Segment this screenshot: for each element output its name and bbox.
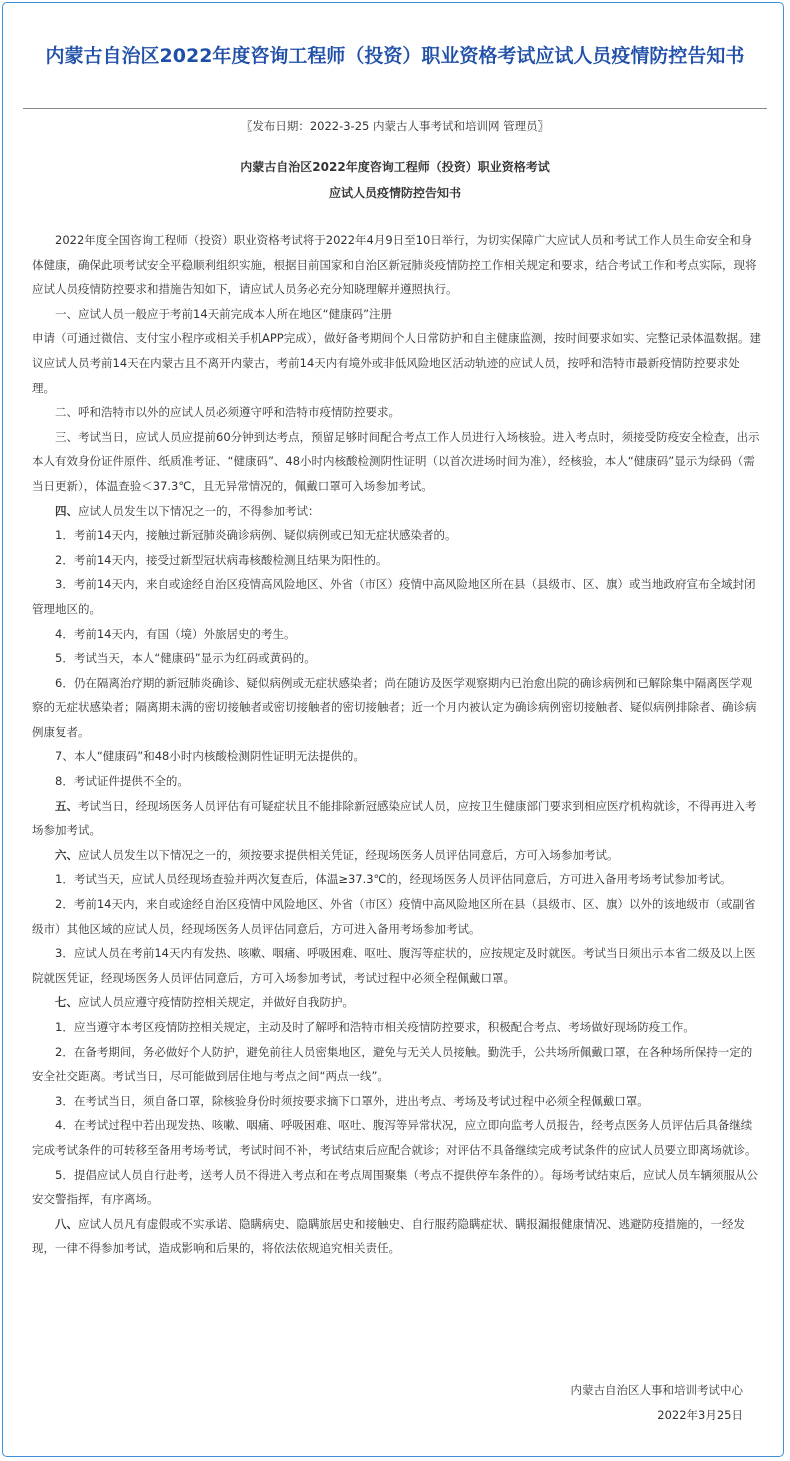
section-5-number: 五、 [55, 798, 78, 813]
section-4-item: 7、本人“健康码”和48小时内核酸检测阴性证明无法提供的。 [55, 749, 365, 764]
section-5-text: 考试当日，经现场医务人员评估有可疑症状且不能排除新冠感染应试人员，应按卫生健康部门要求到相应医疗机构就诊，不得再进入考场参加考试。 [32, 798, 757, 838]
section-1-text: 申请（可通过微信、支付宝小程序或相关手机APP完成），做好备考期间个人日常防护和自主健康监测，按时间要求如实、完整记录体温数据。建议应试人员考前14天在内蒙古且不离开内蒙古，考前14天内有境外或非低风险地区活动轨迹的应试人员，按呼和浩特市最新疫情防控要求处理。 [32, 331, 761, 395]
signature-date: 2022年3月25日 [657, 1408, 743, 1422]
section-4-text: 应试人员发生以下情况之一的，不得参加考试： [78, 503, 320, 518]
title-divider [23, 108, 767, 109]
subtitle-line-1: 内蒙古自治区2022年度咨询工程师（投资）职业资格考试 [240, 160, 550, 174]
section-1-heading: 一、应试人员一般应于考前14天前完成本人所在地区“健康码”注册 [55, 306, 393, 321]
section-2: 二、呼和浩特市以外的应试人员必须遵守呼和浩特市疫情防控要求。 [55, 405, 400, 420]
section-7-item: 5．提倡应试人员自行赴考，送考人员不得进入考点和在考点周围聚集（考点不提供停车条件的）。每场考试结束后，应试人员车辆须服从公安交警指挥，有序离场。 [32, 1167, 759, 1207]
section-4-item: 8．考试证件提供不全的。 [55, 774, 189, 789]
section-4-item: 1．考前14天内，接触过新冠肺炎确诊病例、疑似病例或已知无症状感染者的。 [55, 528, 457, 543]
section-8-number: 八、 [55, 1216, 78, 1231]
signature-org: 内蒙古自治区人事和培训考试中心 [570, 1383, 743, 1397]
section-6-item: 3．应试人员在考前14天内有发热、咳嗽、咽痛、呼吸困难、呕吐、腹泻等症状的，应按规定及时就医。考试当日须出示本省二级及以上医院就医凭证，经现场医务人员评估同意后，方可入场参加考试，考试过程中必须全程佩戴口罩。 [32, 946, 756, 985]
section-7-item: 3．在考试当日，须自备口罩，除核验身份时须按要求摘下口罩外，进出考点、考场及考试过程中必须全程佩戴口罩。 [55, 1093, 649, 1108]
section-3: 三、考试当日，应试人员应提前60分钟到达考点，预留足够时间配合考点工作人员进行入场核验。进入考点时，须接受防疫安全检查，出示本人有效身份证件原件、纸质准考证、“健康码”、48小时内核酸检测阴性证明（以首次进场时间为准），经核验，本人“健康码”显示为绿码（需当日更新），体温查验＜37.3℃，且无异常情况的，佩戴口罩可入场参加考试。 [32, 429, 760, 493]
section-7-text: 应试人员应遵守疫情防控相关规定，并做好自我防护。 [78, 995, 354, 1010]
section-4-item: 2．考前14天内，接受过新型冠状病毒核酸检测且结果为阳性的。 [55, 552, 388, 567]
section-4-heading [32, 499, 762, 524]
publish-info: 〖发布日期：2022-3-25 内蒙古人事考试和培训网 管理员〗 [240, 119, 550, 133]
notice-subtitle [20, 154, 770, 206]
section-4-number: 四、 [55, 503, 78, 518]
section-7-item: 1．应当遵守本考区疫情防控相关规定，主动及时了解呼和浩特市相关疫情防控要求，积极配合考点、考场做好现场防疫工作。 [55, 1020, 695, 1034]
subtitle-line-2: 应试人员疫情防控告知书 [328, 186, 461, 200]
section-6-text: 应试人员发生以下情况之一的，须按要求提供相关凭证，经现场医务人员评估同意后，方可入场参加考试。 [78, 847, 619, 862]
section-4-item: 6．仍在隔离治疗期的新冠肺炎确诊、疑似病例或无症状感染者；尚在随访及医学观察期内已治愈出院的确诊病例和已解除集中隔离医学观察的无症状感染者；隔离期未满的密切接触者或密切接触者的密切接触者；近一个月内被认定为确诊病例密切接触者、疑似病例排除者、确诊病例康复者。 [32, 675, 757, 739]
section-6-item: 2．考前14天内，来自或途经自治区疫情中风险地区、外省（市区）疫情中高风险地区所在县（县级市、区、旗）以外的该地级市（或副省级市）其他区域的应试人员，经现场医务人员评估同意后，方可进入备用考场参加考试。 [32, 897, 756, 936]
section-5 [32, 794, 762, 843]
section-6-heading [32, 843, 762, 868]
notice-body [32, 228, 762, 1261]
section-6-item: 1．考试当天，应试人员经现场查验并两次复查后，体温≥37.3℃的，经现场医务人员评估同意后，方可进入备用考场考试参加考试。 [55, 872, 732, 887]
section-6-number: 六、 [55, 847, 78, 862]
section-8-text: 应试人员凡有虚假或不实承诺、隐瞒病史、隐瞒旅居史和接触史、自行服药隐瞒症状、瞒报漏报健康情况、逃避防疫措施的，一经发现，一律不得参加考试，造成影响和后果的，将依法依规追究相关责任。 [32, 1216, 745, 1256]
page-title: 内蒙古自治区2022年度咨询工程师（投资）职业资格考试应试人员疫情防控告知书 [45, 45, 745, 67]
intro-paragraph: 2022年度全国咨询工程师（投资）职业资格考试将于2022年4月9日至10日举行，为切实保障广大应试人员和考试工作人员生命安全和身体健康，确保此项考试安全平稳顺利组织实施，根据目前国家和自治区新冠肺炎疫情防控工作相关规定和要求，结合考试工作和考点实际，现将应试人员疫情防控要求和措施告知如下，请应试人员务必充分知晓理解并遵照执行。 [32, 233, 757, 297]
section-7-heading [32, 990, 762, 1015]
section-4-item: 5．考试当天，本人“健康码”显示为红码或黄码的。 [55, 651, 316, 666]
section-8 [32, 1212, 762, 1261]
section-7-item: 4．在考试过程中若出现发热、咳嗽、咽痛、呼吸困难、呕吐、腹泻等异常状况，应立即向监考人员报告，经考点医务人员评估后具备继续完成考试条件的可转移至备用考场考试，考试时间不补，考试结束后应配合就诊；对评估不具备继续完成考试条件的应试人员要立即离场就诊。 [32, 1118, 757, 1157]
section-7-item: 2．在备考期间，务必做好个人防护，避免前往人员密集地区，避免与无关人员接触。勤洗手，公共场所佩戴口罩，在各种场所保持一定的安全社交距离。考试当日，尽可能做到居住地与考点之间“两点一线”。 [32, 1044, 753, 1084]
section-4-item: 3．考前14天内，来自或途经自治区疫情高风险地区、外省（市区）疫情中高风险地区所在县（县级市、区、旗）或当地政府宣布全域封闭管理地区的。 [32, 577, 756, 616]
section-4-item: 4．考前14天内，有国（境）外旅居史的考生。 [55, 626, 296, 641]
section-7-number: 七、 [55, 995, 78, 1010]
